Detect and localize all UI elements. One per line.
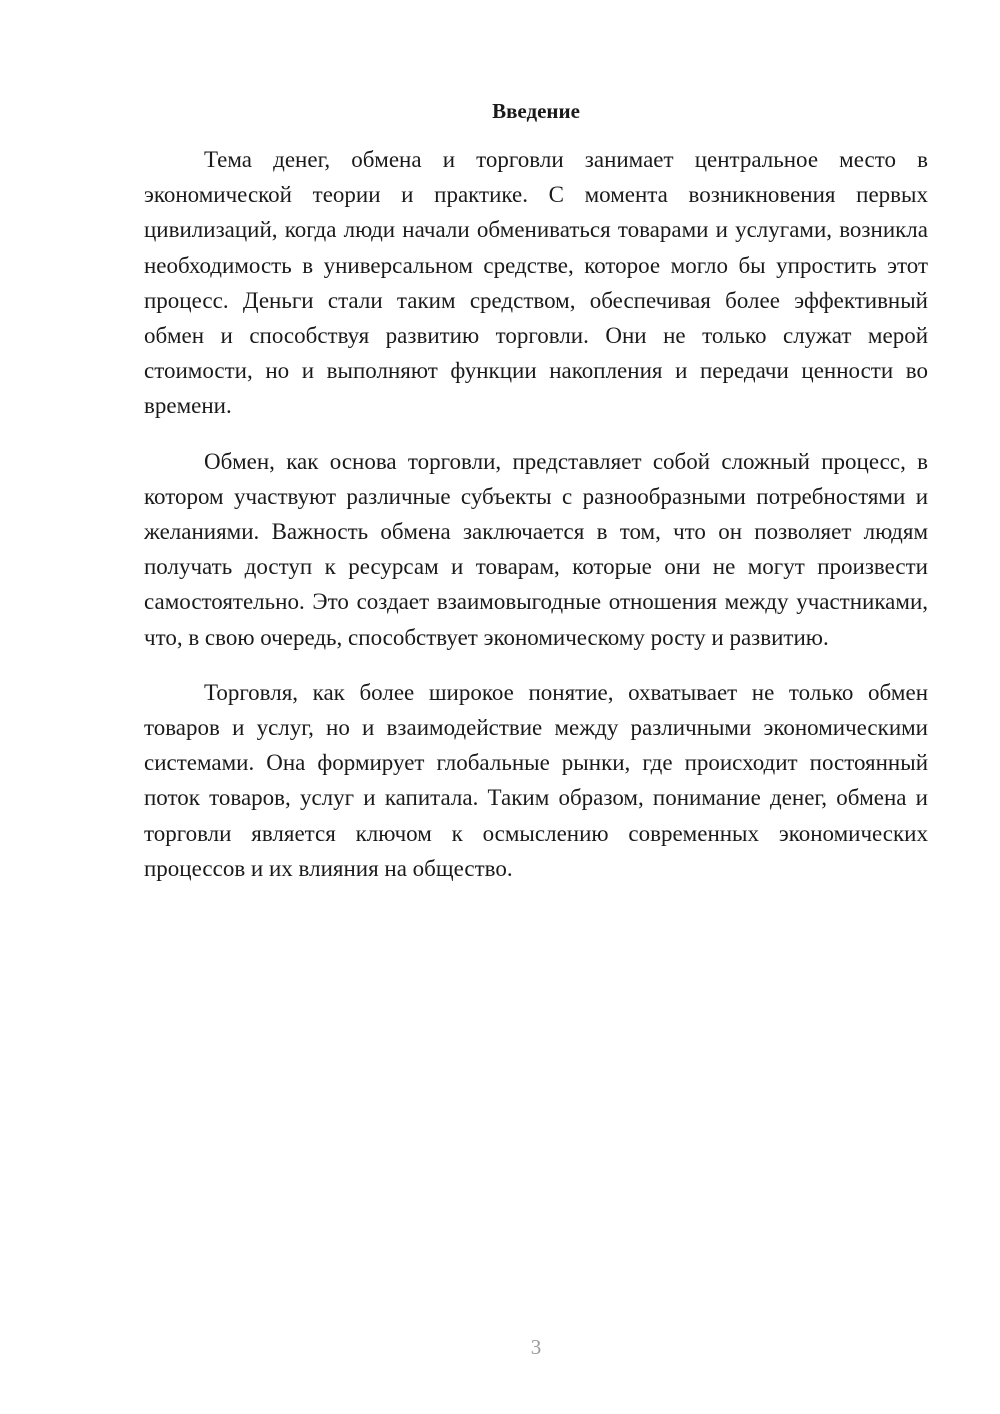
paragraph-money: Тема денег, обмена и торговли занимает центральное место в экономической теории и практике. С момента возникновения первых цивилизаций, когда люди начали обмениваться товарами и услугами, возникла необходимость в универсальном средстве, которое могло бы упростить этот процесс. Деньги стали таким средством, обеспечивая более эффективный обмен и способствуя развитию торговли. Они не только служат мерой стоимости, но и выполняют функции накопления и передачи ценности во времени. [144, 147, 928, 419]
paragraph-trade: Торговля, как более широкое понятие, охватывает не только обмен товаров и услуг, но и взаимодействие между различными экономическими системами. Она формирует глобальные рынки, где происходит постоянный поток товаров, услуг и капитала. Таким образом, понимание денег, обмена и торговли является ключом к осмыслению современных экономических процессов и их влияния на общество. [144, 679, 928, 881]
body-text [144, 142, 928, 906]
page-number: 3 [530, 1335, 542, 1359]
section-heading: Введение [492, 99, 580, 123]
paragraph-exchange: Обмен, как основа торговли, представляет собой сложный процесс, в котором участвуют различные субъекты с разнообразными потребностями и желаниями. Важность обмена заключается в том, что он позволяет людям получать доступ к ресурсам и товарам, которые они не могут произвести самостоятельно. Это создает взаимовыгодные отношения между участниками, что, в свою очередь, способствует экономическому росту и развитию. [144, 448, 928, 650]
